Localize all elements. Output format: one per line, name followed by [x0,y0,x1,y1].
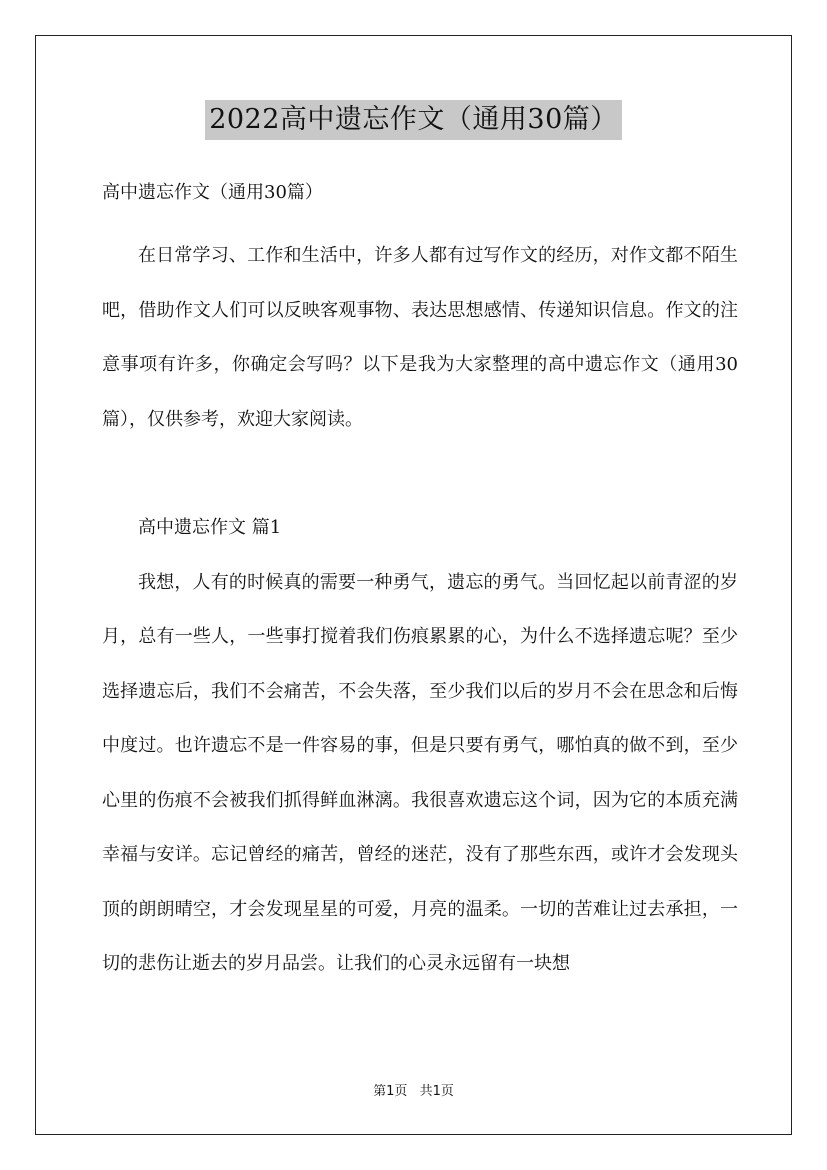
page-total: 共1页 [419,1084,454,1099]
section-paragraph: 我想，人有的时候真的需要一种勇气，遗忘的勇气。当回忆起以前青涩的岁月，总有一些人，一些事打搅着我们伤痕累累的心，为什么不选择遗忘呢？至少选择遗忘后，我们不会痛苦，不会失落，至少我们以后的岁月不会在思念和后悔中度过。也许遗忘不是一件容易的事，但是只要有勇气，哪怕真的做不到，至少心里的伤痕不会被我们抓得鲜血淋漓。我很喜欢遗忘这个词，因为它的本质充满幸福与安详。忘记曾经的痛苦，曾经的迷茫，没有了那些东西，或许才会发现头顶的朗朗晴空，才会发现星星的可爱，月亮的温柔。一切的苦难让过去承担，一切的悲伤让逝去的岁月品尝。让我们的心灵永远留有一块想 [102,571,738,974]
section-heading: 高中遗忘作文 篇1 [138,517,282,538]
page-footer [0,1082,827,1102]
page-number: 第1页 [373,1084,408,1099]
document-title: 2022高中遗忘作文（通用30篇） [205,100,622,140]
intro-paragraph: 在日常学习、工作和生活中，许多人都有过写作文的经历，对作文都不陌生吧，借助作文人们可以反映客观事物、表达思想感情、传递知识信息。作文的注意事项有许多，你确定会写吗？以下是我为大家整理的高中遗忘作文（通用30篇），仅供参考，欢迎大家阅读。 [102,245,738,430]
document-subtitle: 高中遗忘作文（通用30篇） [102,182,323,203]
document-body [102,175,738,992]
title-area [0,100,827,140]
